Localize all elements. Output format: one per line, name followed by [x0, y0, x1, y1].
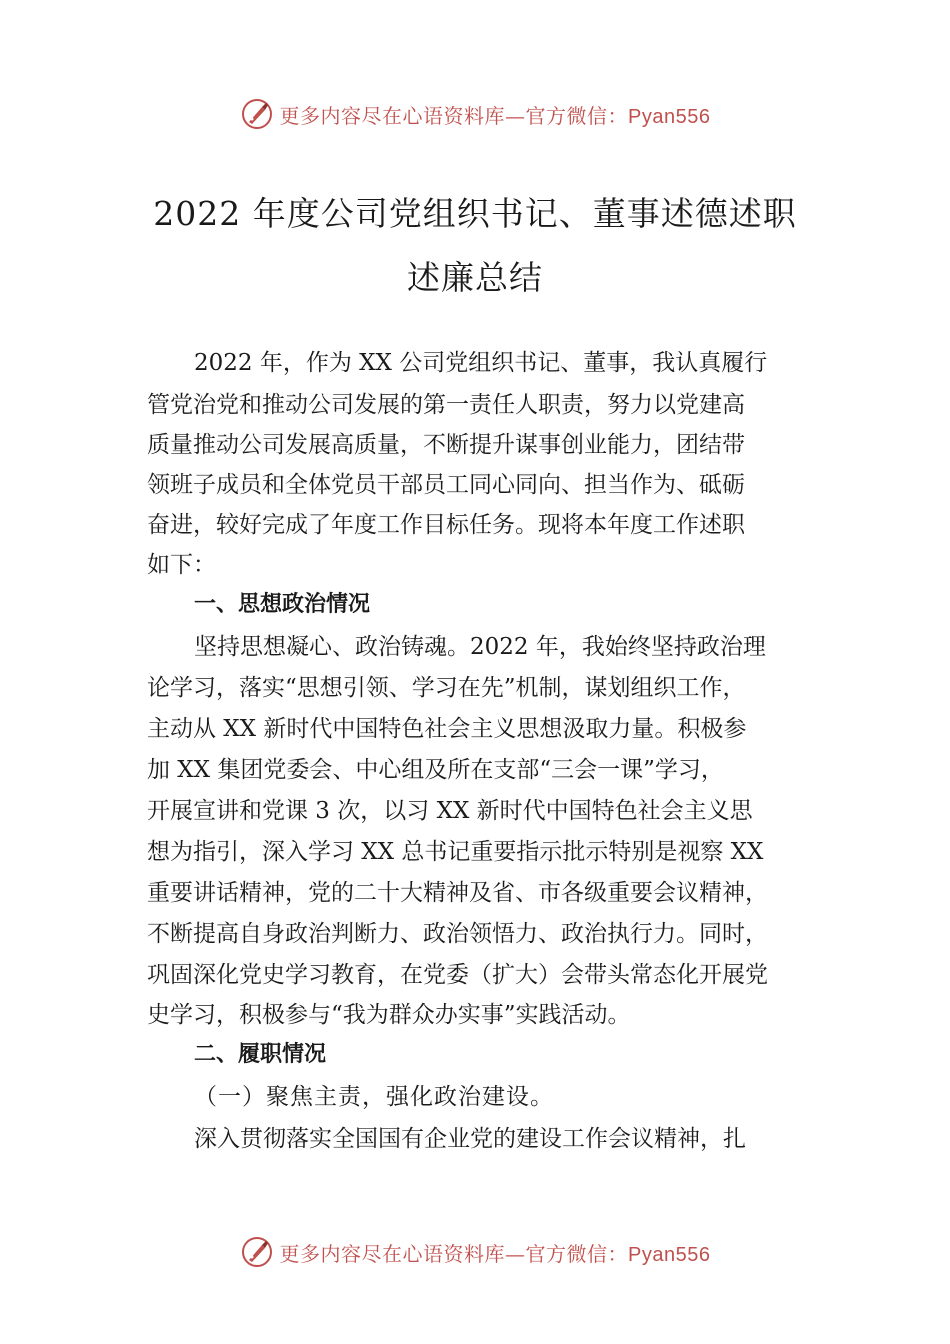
paragraph-line: 管党治党和推动公司发展的第一责任人职责，努力以党建高: [147, 392, 745, 418]
watermark-banner-top: [0, 94, 950, 134]
document-title-line-1: 2022 年度公司党组织书记、董事述德述职: [153, 194, 797, 233]
paragraph-line: 史学习，积极参与“我为群众办实事”实践活动。: [147, 1002, 631, 1028]
paragraph-line: 领班子成员和全体党员干部员工同心同向、担当作为、砥砺: [147, 472, 745, 498]
watermark-text: 更多内容尽在心语资料库—官方微信：Pyan556: [279, 103, 711, 128]
paragraph-line: 论学习，落实“思想引领、学习在先”机制，谋划组织工作，: [147, 675, 746, 701]
wechat-id: Pyan556: [628, 1243, 711, 1266]
fountain-pen-logo-icon: [240, 97, 274, 131]
section-heading: 二、履职情况: [194, 1042, 327, 1067]
paragraph-line: 加 XX 集团党委会、中心组及所在支部“三会一课”学习，: [147, 757, 724, 783]
watermark-banner-bottom: [0, 1232, 950, 1272]
document-title-line-2: 述廉总结: [407, 258, 543, 297]
paragraph-line: 主动从 XX 新时代中国特色社会主义思想汲取力量。积极参: [147, 716, 747, 742]
sub-section-heading: （一）聚焦主责，强化政治建设。: [194, 1084, 554, 1110]
paragraph-line: 坚持思想凝心、政治铸魂。2022 年，我始终坚持政治理: [194, 634, 766, 660]
paragraph-line: 2022 年，作为 XX 公司党组织书记、董事，我认真履行: [194, 350, 768, 376]
section-heading: 一、思想政治情况: [194, 592, 371, 617]
paragraph-line: 重要讲话精神，党的二十大精神及省、市各级重要会议精神，: [147, 880, 768, 906]
paragraph-line: 巩固深化党史学习教育，在党委（扩大）会带头常态化开展党: [147, 962, 768, 988]
paragraph-line: 奋进，较好完成了年度工作目标任务。现将本年度工作述职: [147, 512, 745, 538]
paragraph-line: 质量推动公司发展高质量，不断提升谋事创业能力，团结带: [147, 432, 745, 458]
paragraph-line: 开展宣讲和党课 3 次，以习 XX 新时代中国特色社会主义思: [147, 798, 753, 824]
fountain-pen-logo-icon: [240, 1235, 274, 1269]
watermark-text: 更多内容尽在心语资料库—官方微信：Pyan556: [279, 1241, 711, 1266]
wechat-id: Pyan556: [628, 105, 711, 128]
paragraph-line: 如下：: [147, 552, 216, 578]
paragraph-line: 想为指引，深入学习 XX 总书记重要指示批示特别是视察 XX: [147, 839, 764, 865]
paragraph-line: 不断提高自身政治判断力、政治领悟力、政治执行力。同时，: [147, 921, 768, 947]
paragraph-line: 深入贯彻落实全国国有企业党的建设工作会议精神，扎: [194, 1126, 746, 1152]
